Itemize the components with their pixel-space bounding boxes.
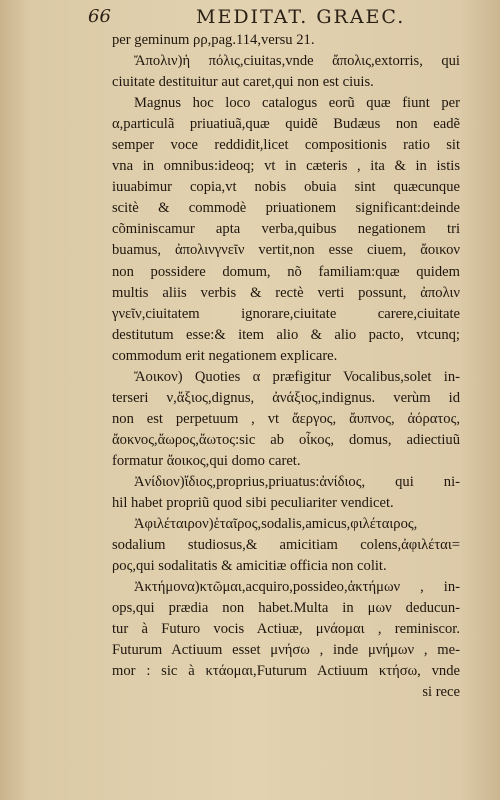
text-line: semper voce reddidit,licet compositionis ratio sit	[112, 137, 460, 154]
text-line: Ἄοικον) Quoties α præfigitur Vocalibus,solet in-	[134, 368, 460, 385]
text-line: ciuitate destituitur aut caret,qui non est ciuis.	[112, 74, 374, 91]
text-line: terseri ν,ἄξιος,dignus, ἀνάξιος,indignus. verùm id	[112, 389, 460, 406]
text-line: scitè & commodè priuationem significant:deinde	[112, 200, 460, 217]
text-line: ρος,qui sodalitatis & amicitiæ officia non colit.	[112, 558, 387, 575]
page-number: 66	[88, 6, 111, 27]
text-line: buamus, ἀπολινγνεῖν vertit,non esse ciuem, ἄοικον	[112, 242, 460, 259]
body-text	[112, 30, 460, 704]
text-line: multis aliis verbis & rectè verti possunt, ἀπολιν	[112, 284, 460, 301]
text-line: destitutum esse:& item alio & alio pacto, vtcunq;	[112, 326, 460, 343]
text-line: sodalium studiosus,& amicitiam colens,ἀφιλέται=	[112, 537, 460, 554]
text-line: tur à Futuro vocis Actiuæ, μνάομαι , reminiscor.	[112, 621, 460, 638]
text-line: non possidere domum, nõ familiam:quæ quidem	[112, 263, 460, 280]
text-line: non est perpetuum , vt ἄεργος, ἄυπνος, ἀόρατος,	[112, 410, 460, 427]
page-header	[88, 4, 478, 32]
text-line: commodum erit negationem explicare.	[112, 347, 338, 364]
text-line: γνεῖν,ciuitatem ignorare,ciuitate carere,ciuitate	[112, 305, 460, 322]
text-line: ἄοκνος,ἄωρος,ἄωτος:sic ab οἶκος, domus, adiectiuũ	[112, 431, 460, 448]
text-line: Ἀνίδιον)ἴδιος,proprius,priuatus:ἀνίδιος, qui ni-	[134, 473, 460, 490]
text-line: Ἄπολιν)ἡ πόλις,ciuitas,vnde ἄπολις,extorris, qui	[134, 53, 460, 70]
text-line: ops,qui prædia non habet.Multa in μων deducun-	[112, 600, 460, 617]
text-line: vna in omnibus:ideoq; vt in cæteris , ita & in istis	[112, 158, 460, 175]
text-line: si rece	[422, 684, 460, 701]
text-line: Magnus hoc loco catalogus eorũ quæ fiunt per	[134, 95, 460, 112]
text-line: cõminiscamur apta verba,quibus negationem tri	[112, 221, 460, 238]
text-line: α,particulã priuatiuã,quæ quidẽ Budæus non eadẽ	[112, 116, 460, 133]
text-line: mor : sic à κτάομαι,Futurum Actiuum κτήσω, vnde	[112, 663, 460, 680]
text-line: Ἀκτήμονα)κτῶμαι,acquiro,possideo,ἀκτήμων , in-	[134, 579, 460, 596]
text-line: Ἀφιλέταιρον)ἑταῖρος,sodalis,amicus,φιλέταιρος,	[134, 516, 418, 533]
text-line: per geminum ρρ,pag.114,versu 21.	[112, 32, 315, 48]
running-title: MEDITAT. GRAEC.	[196, 6, 406, 28]
text-line: iuuabimur copia,vt nobis obuia sint quæcunque	[112, 179, 460, 196]
text-line: Futurum Actiuum esset μνήσω , inde μνήμων , me-	[112, 642, 460, 659]
text-line: formatur ἄοικος,qui domo caret.	[112, 452, 301, 469]
text-line: hil habet propriũ quod sibi peculiariter vendicet.	[112, 495, 394, 512]
